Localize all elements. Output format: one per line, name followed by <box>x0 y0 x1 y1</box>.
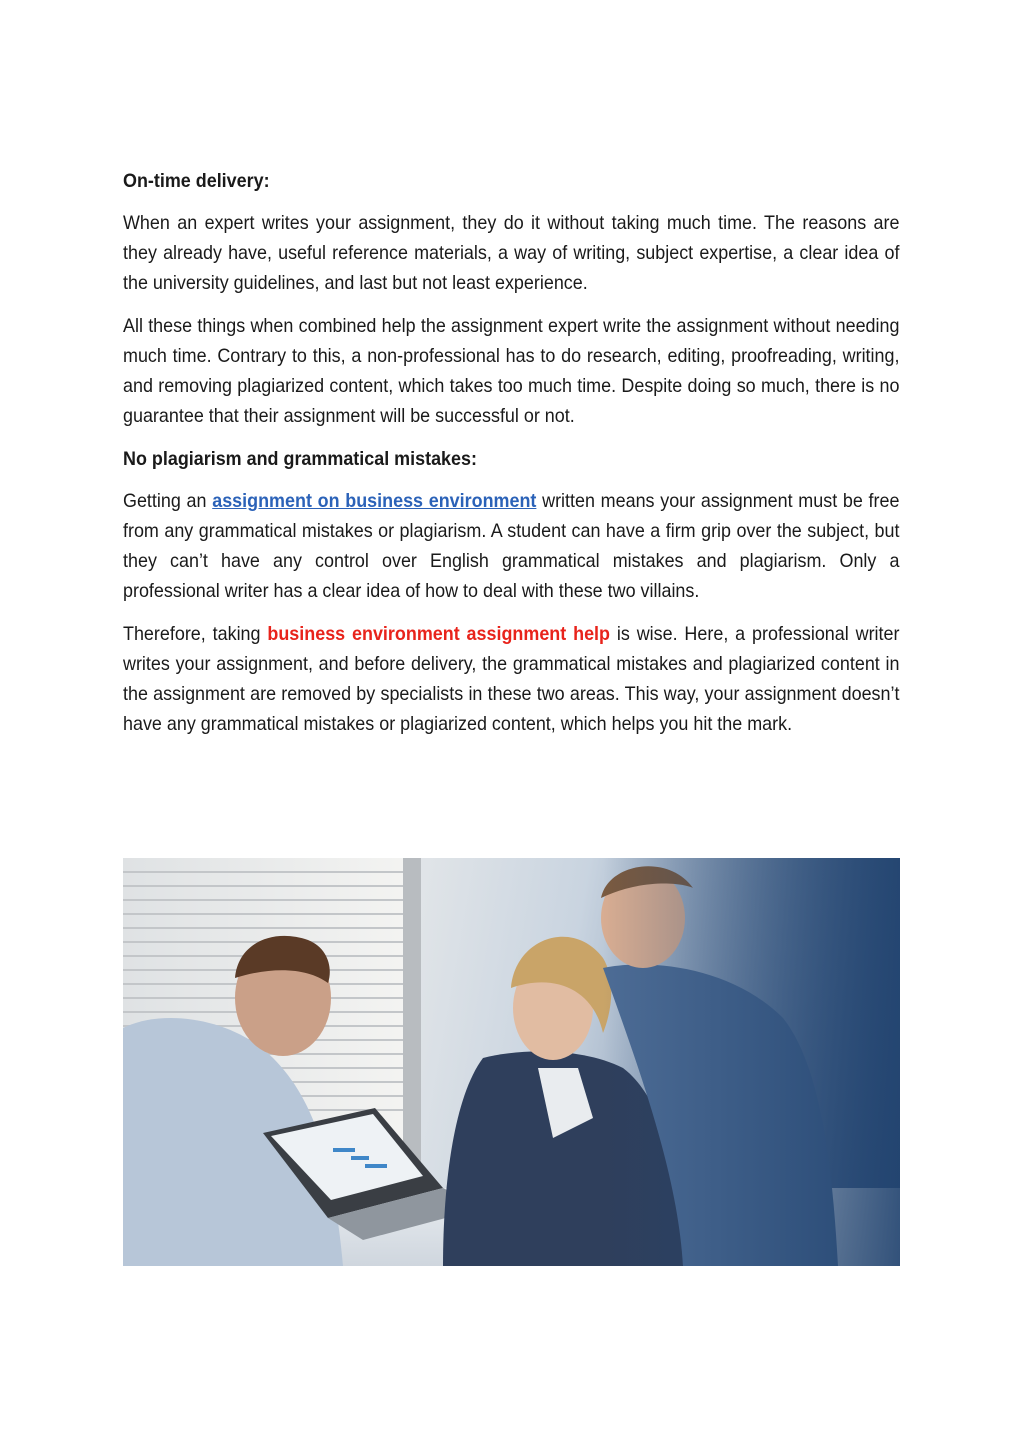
paragraph: When an expert writes your assignment, they do it without taking much time. The reasons are they already have, useful reference materials, a way of writing, subject expertise, a clear idea of the university guidelines, and last but not least experience. <box>123 212 900 294</box>
paragraph-text: Getting an <box>123 490 213 512</box>
paragraph-with-link <box>123 619 899 739</box>
paragraph-text: written means your assignment must be free from any grammatical mistakes or plagiarism. A student can have a firm grip over the subject, but they can’t have any control over English grammatical mistakes and plagiarism. Only a professional writer has a clear idea of how to deal with these two villains. <box>123 490 900 602</box>
paragraph-text: Therefore, taking <box>123 623 268 645</box>
heading-on-time-delivery: On-time delivery: <box>123 170 270 192</box>
paragraph: All these things when combined help the assignment expert write the assignment without needing much time. Contrary to this, a non-professional has to do research, editing, proofreading, writing, and removing plagiarized content, which takes too much time. Despite doing so much, there is no guarantee that their assignment will be successful or not. <box>123 315 900 427</box>
office-team-photo <box>123 858 900 1266</box>
paragraph-text: is wise. Here, a professional writer writes your assignment, and before delivery, the grammatical mistakes and plagiarized content in the assignment are removed by specialists in these two areas. This way, your assignment doesn’t have any grammatical mistakes or plagiarized content, which helps you hit the mark. <box>123 623 900 735</box>
assignment-business-environment-link[interactable]: assignment on business environment <box>212 490 537 512</box>
document-body <box>123 166 900 752</box>
paragraph-with-link <box>123 486 899 606</box>
business-environment-help-link[interactable]: business environment assignment help <box>267 623 610 645</box>
heading-no-plagiarism: No plagiarism and grammatical mistakes: <box>123 448 477 470</box>
